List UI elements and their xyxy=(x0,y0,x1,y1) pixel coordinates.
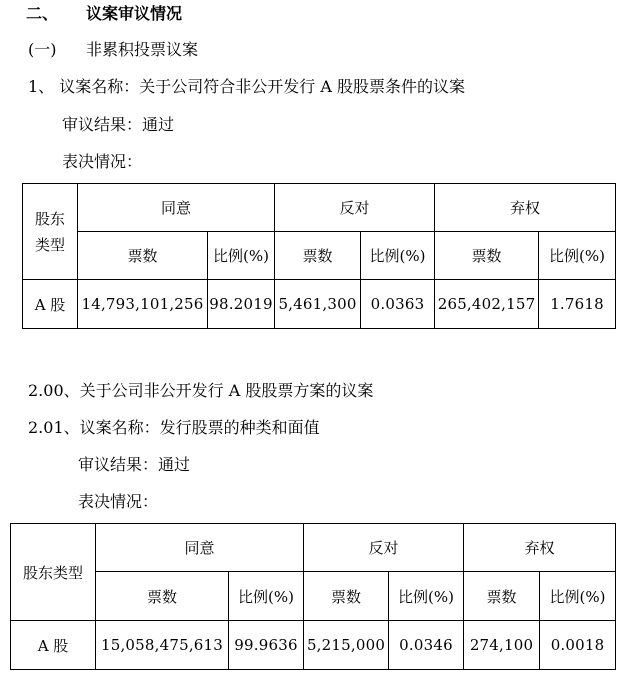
motion2-vote-table xyxy=(10,523,616,670)
section-title: 议案审议情况 xyxy=(86,4,183,23)
share-type-cell: A 股 xyxy=(23,280,78,329)
sub-votes: 票数 xyxy=(464,572,540,621)
section-number: 二、 xyxy=(26,4,59,23)
sub-ratio: 比例(%) xyxy=(361,232,435,280)
group-oppose: 反对 xyxy=(275,184,435,232)
table-header-row xyxy=(23,184,616,232)
share-type-cell: A 股 xyxy=(11,621,96,670)
sub-ratio: 比例(%) xyxy=(539,232,616,280)
table-subheader-row xyxy=(11,572,616,621)
group-abstain: 弃权 xyxy=(464,524,616,572)
abstain-votes-cell: 265,402,157 xyxy=(435,280,539,329)
sub-votes: 票数 xyxy=(78,232,208,280)
motion2-result: 审议结果：通过 xyxy=(78,455,191,474)
oppose-votes-cell: 5,461,300 xyxy=(275,280,361,329)
motion1-result: 审议结果：通过 xyxy=(62,115,175,134)
group-abstain: 弃权 xyxy=(435,184,616,232)
table-subheader-row xyxy=(23,232,616,280)
sub-ratio: 比例(%) xyxy=(540,572,616,621)
motion2-vote-label: 表决情况： xyxy=(78,492,159,511)
table-row xyxy=(11,621,616,670)
group-agree: 同意 xyxy=(78,184,275,232)
group-oppose: 反对 xyxy=(304,524,464,572)
motion2-sub-heading: 2.01、议案名称：发行股票的种类和面值 xyxy=(28,418,320,437)
agree-votes-cell: 14,793,101,256 xyxy=(78,280,208,329)
oppose-votes-cell: 5,215,000 xyxy=(304,621,389,670)
motion1-heading: 1、 议案名称：关于公司符合非公开发行 A 股股票条件的议案 xyxy=(28,77,465,96)
col-shareholder-type: 股东类型 xyxy=(11,524,96,621)
sub-votes: 票数 xyxy=(435,232,539,280)
sub-votes: 票数 xyxy=(96,572,229,621)
table-header-row xyxy=(11,524,616,572)
agree-ratio-cell: 98.2019 xyxy=(208,280,275,329)
motion1-vote-table xyxy=(22,183,616,329)
abstain-ratio-cell: 0.0018 xyxy=(540,621,616,670)
col-shareholder-type: 股东 类型 xyxy=(23,184,78,280)
table-row xyxy=(23,280,616,329)
subsection-number: (一) xyxy=(28,40,57,59)
sub-votes: 票数 xyxy=(275,232,361,280)
sub-ratio: 比例(%) xyxy=(389,572,464,621)
abstain-ratio-cell: 1.7618 xyxy=(539,280,616,329)
motion2-heading: 2.00、关于公司非公开发行 A 股股票方案的议案 xyxy=(28,381,374,400)
sub-votes: 票数 xyxy=(304,572,389,621)
sub-ratio: 比例(%) xyxy=(208,232,275,280)
sub-ratio: 比例(%) xyxy=(229,572,304,621)
oppose-ratio-cell: 0.0346 xyxy=(389,621,464,670)
agree-votes-cell: 15,058,475,613 xyxy=(96,621,229,670)
agree-ratio-cell: 99.9636 xyxy=(229,621,304,670)
motion1-vote-label: 表决情况： xyxy=(62,152,143,171)
group-agree: 同意 xyxy=(96,524,304,572)
abstain-votes-cell: 274,100 xyxy=(464,621,540,670)
oppose-ratio-cell: 0.0363 xyxy=(361,280,435,329)
subsection-title: 非累积投票议案 xyxy=(86,40,199,59)
